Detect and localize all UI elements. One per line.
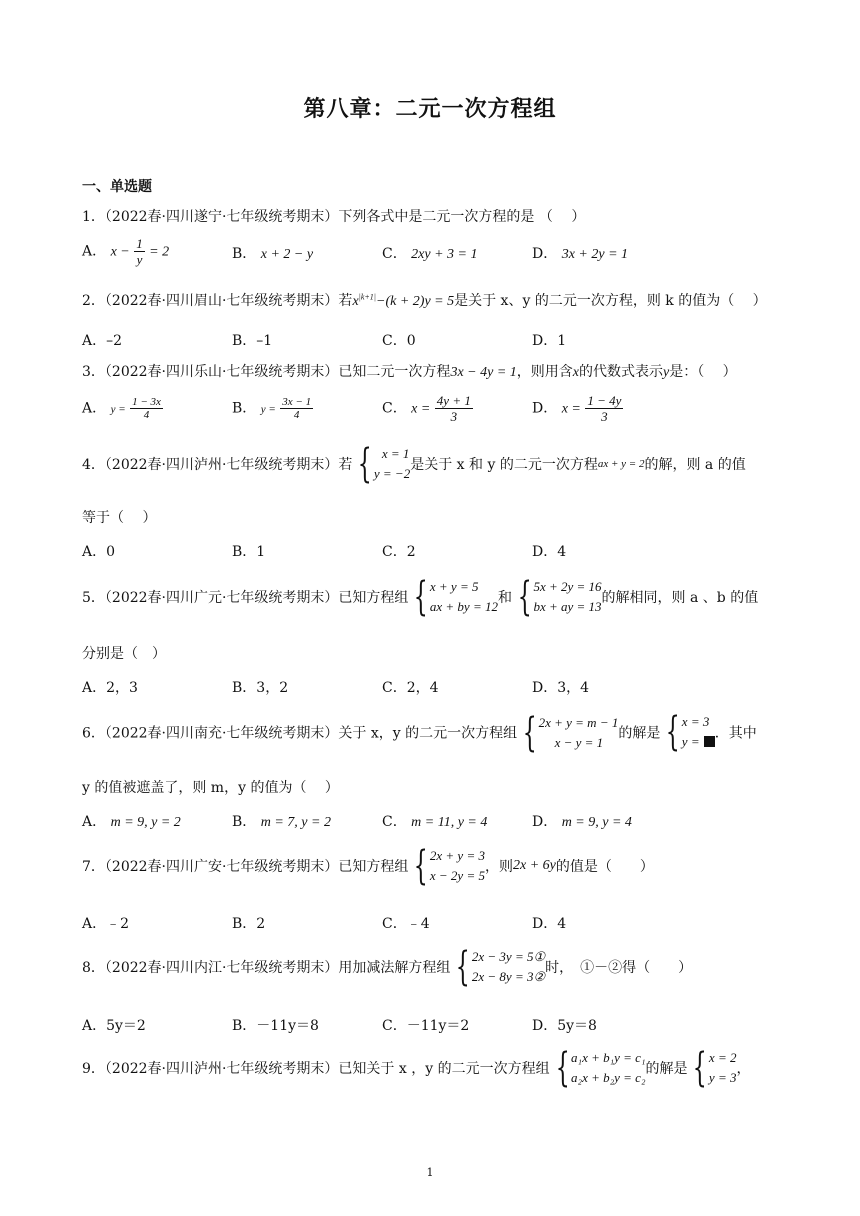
q4-option-b: B．1	[232, 544, 266, 560]
q8-option-b: B．－11y＝8	[232, 1018, 319, 1034]
q2-option-b: B．–1	[232, 333, 273, 349]
question-6-stem: 6．（2022春·四川南充·七年级统考期末）关于 x，y 的二元一次方程组 { 2x + y = m − 1 x − y = 1 的解是 { x = 3 y = ．其中	[82, 709, 757, 756]
q5-option-d: D．3，4	[532, 680, 590, 696]
q6-option-c: C． m = 11, y = 4	[382, 814, 488, 830]
section-heading: 一、单选题	[82, 179, 152, 195]
q8-option-a: A．5y＝2	[82, 1018, 146, 1034]
question-4-stem: 4．（2022春·四川泸州·七年级统考期末）若 { x = 1 y = −2 是关于 x 和 y 的二元一次方程ax + y = 2的解，则 a 的值	[82, 441, 746, 487]
q4-option-d: D．4	[532, 544, 567, 560]
q3-option-a: A． y = $\frac{1 - 3x}{4}$	[82, 396, 161, 421]
q1-option-a: A． x − $\frac{1}{y}$ = 2	[82, 236, 170, 267]
q3-option-b: B． y = $\frac{3x - 1}{4}$	[232, 396, 312, 421]
q6-option-a: A． m = 9, y = 2	[82, 814, 181, 830]
q5-option-b: B．3，2	[232, 680, 289, 696]
q7-option-d: D．4	[532, 916, 567, 932]
q5-option-c: C．2，4	[382, 680, 439, 696]
q7-option-a: A．﹣2	[82, 916, 130, 932]
q7-option-c: C．﹣4	[382, 916, 430, 932]
page-title: 第八章：二元一次方程组	[303, 97, 557, 122]
q8-option-d: D．5y＝8	[532, 1018, 597, 1034]
q8-option-c: C．－11y＝2	[382, 1018, 470, 1034]
question-7-stem: 7．（2022春·四川广安·七年级统考期末）已知方程组 { 2x + y = 3 x − 2y = 5 ，则2x + 6y的值是（ ）	[82, 843, 654, 889]
q3-option-d: D． x = $\frac{1 - 4y}{3}$	[532, 393, 622, 424]
q1-option-b: B． x + 2 − y	[232, 246, 314, 262]
question-6-line2: y 的值被遮盖了，则 m，y 的值为（ ）	[82, 780, 339, 796]
q2-option-c: C．0	[382, 333, 416, 349]
q6-option-b: B． m = 7, y = 2	[232, 814, 331, 830]
question-1-stem: 1．（2022春·四川遂宁·七年级统考期末）下列各式中是二元一次方程的是 （ ）	[82, 209, 586, 225]
question-8-stem: 8．（2022春·四川内江·七年级统考期末）用加减法解方程组 { 2x − 3y = 5① 2x − 8y = 3② 时， ①－②得（ ）	[82, 944, 693, 990]
question-3-stem: 3．（2022春·四川乐山·七年级统考期末）已知二元一次方程3x − 4y = 1，则用含x的代数式表示y是：（ ）	[82, 364, 737, 380]
q1-option-d: D． 3x + 2y = 1	[532, 246, 629, 262]
masked-value-block	[704, 736, 715, 747]
q4-option-c: C．2	[382, 544, 416, 560]
question-5-line2: 分别是（ ）	[82, 646, 166, 662]
question-9-stem: 9．（2022春·四川泸州·七年级统考期末）已知关于 x ，y 的二元一次方程组 { a₁x + b₁y = c₁ a₂x + b₂y = c₂ 的解是 { x = 2 y = 3 ，	[82, 1045, 751, 1091]
q4-option-a: A．0	[82, 544, 116, 560]
question-2-stem: 2．（2022春·四川眉山·七年级统考期末）若$x^{|k+1|}-(k + 2)y = 5$是关于 x、y 的二元一次方程，则 k 的值为（ ）	[82, 292, 767, 309]
question-5-stem: 5．（2022春·四川广元·七年级统考期末）已知方程组 { x + y = 5 ax + by = 12 和 { 5x + 2y = 16 bx + ay = 13 的解相同，则 a 、b 的值	[82, 574, 759, 620]
q3-option-c: C． x = $\frac{4y + 1}{3}$	[382, 393, 471, 424]
q7-option-b: B．2	[232, 916, 266, 932]
question-4-line2: 等于（ ）	[82, 510, 157, 526]
q1-option-c: C． 2xy + 3 = 1	[382, 246, 478, 262]
q5-option-a: A．2，3	[82, 680, 138, 696]
q2-option-d: D．1	[532, 333, 567, 349]
page-number: 1	[426, 1166, 434, 1179]
q6-option-d: D． m = 9, y = 4	[532, 814, 632, 830]
q2-option-a: A．–2	[82, 333, 123, 349]
